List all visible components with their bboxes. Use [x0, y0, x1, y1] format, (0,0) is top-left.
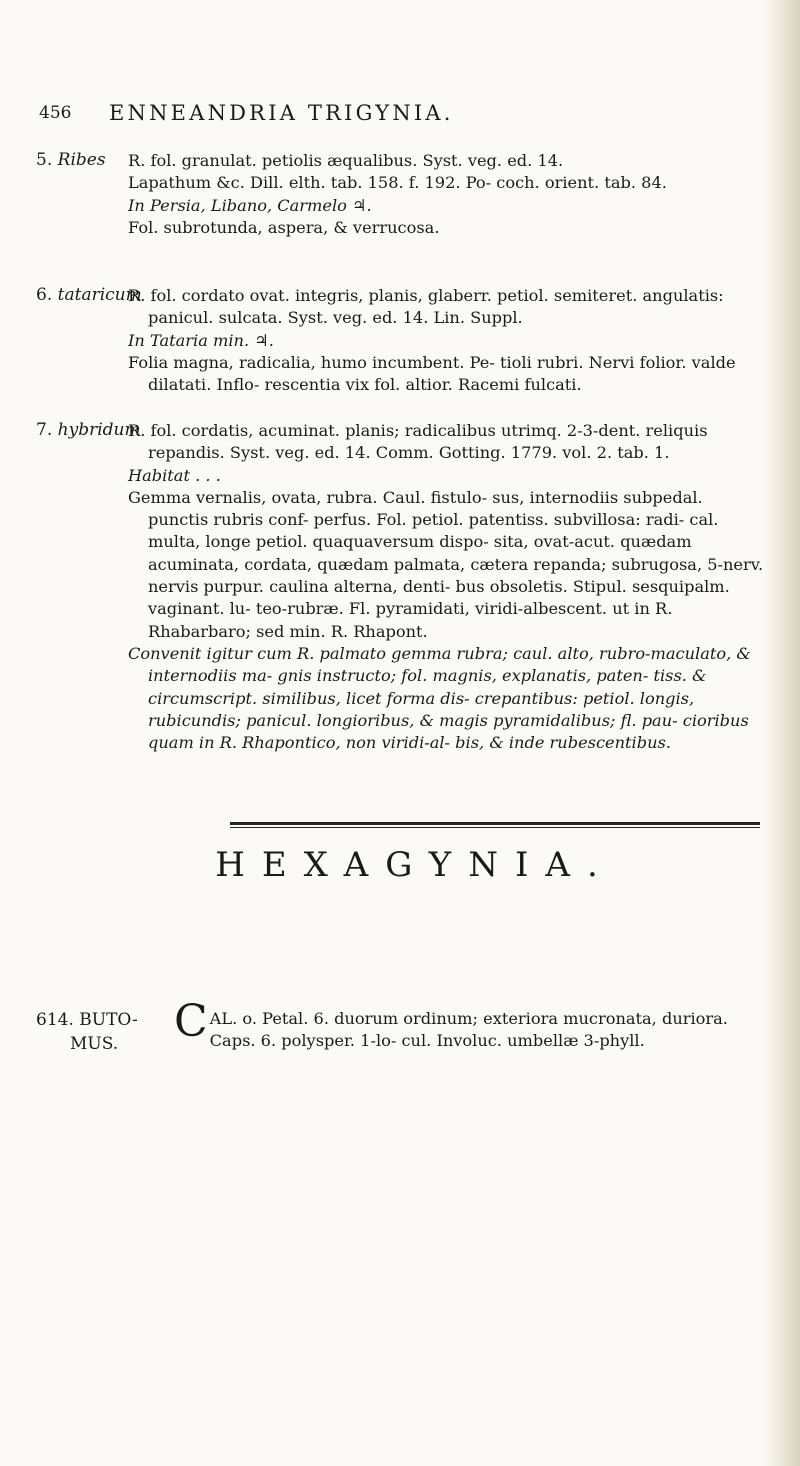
entry-label	[36, 150, 106, 170]
page-header	[39, 101, 760, 135]
entry-line: Habitat . . .	[128, 465, 221, 485]
entry-label	[36, 420, 141, 440]
entry-line: R. fol. cordatis, acuminat. planis; radicalibus utrimq. 2-3-dent. reliquis repandis. Syst. veg. ed. 14. Comm. Gotting. 1779. vol. 2. tab. 1.	[128, 421, 708, 463]
entry-line: In Persia, Libano, Carmelo ♃.	[128, 195, 372, 215]
entry-line: Fol. subrotunda, aspera, & verrucosa.	[128, 217, 440, 237]
entry-number: 6.	[36, 285, 53, 305]
entry-label	[36, 1008, 138, 1056]
entry-line: Folia magna, radicalia, humo incumbent. Pe- tioli rubri. Nervi folior. valde dilatati. Inflo- rescentia vix fol. altior. Racemi fulcati.	[128, 352, 736, 395]
entry-number: 7.	[36, 420, 53, 440]
entry-body	[174, 996, 768, 1053]
section-divider	[230, 822, 760, 828]
entry-name: tataricum	[57, 285, 142, 305]
entry-line: AL. o. Petal. 6. duorum ordinum; exteriora mucronata, duriora. Caps. 6. polysper. 1-lo- cul. Involuc. umbellæ 3-phyll.	[209, 1009, 728, 1051]
entry-line: R. fol. cordato ovat. integris, planis, glaberr. petiol. semiteret. angulatis: panicul. sulcata. Syst. veg. ed. 14. Lin. Suppl.	[128, 286, 724, 328]
divider-thick-line	[230, 822, 760, 825]
page-number: 456	[39, 103, 72, 123]
entry-body	[128, 285, 768, 396]
entry-number: 5.	[36, 150, 53, 170]
divider-thin-line	[230, 827, 760, 828]
entry-name: Ribes	[57, 150, 106, 170]
entry-label	[36, 285, 142, 305]
page-edge-shadow	[764, 0, 800, 1466]
entry-line: R. fol. granulat. petiolis æqualibus. Syst. veg. ed. 14.	[128, 151, 564, 170]
entry-body	[128, 420, 768, 754]
entry-name: hybridum	[57, 420, 141, 440]
entry-line: Lapathum &c. Dill. elth. tab. 158. f. 192. Po- coch. orient. tab. 84.	[128, 173, 667, 193]
entry-name: BUTO-	[79, 1010, 138, 1030]
entry-body	[128, 150, 768, 239]
drop-cap: C	[174, 996, 208, 1047]
entry-number: 614.	[36, 1010, 74, 1030]
entry-line: Gemma vernalis, ovata, rubra. Caul. fistulo- sus, internodiis subpedal. punctis rubris conf- perfus. Fol. petiol. patentiss. subvillosa: radi- cal. multa, longe petiol. quaquaversum dispo- sita, ovat-acut. quædam acuminata, cordata, quædam palmata, cætera repanda; subrugosa, 5-nerv. nervis purpur. caulina alterna, denti- bus obsoletis. Stipul. sesquipalm. vaginant. lu- teo-rubræ. Fl. pyramidati, viridi-albescent. ut in R. Rhabarbaro; sed min. R. Rhapont.	[128, 487, 764, 641]
running-title: ENNEANDRIA TRIGYNIA.	[109, 101, 454, 125]
entry-line: Convenit igitur cum R. palmato gemma rubra; caul. alto, rubro-maculato, & internodiis ma- gnis instructo; fol. magnis, explanatis, paten- tiss. & circumscript. similibus, licet forma dis- crepantibus: petiol. longis, rubicundis; panicul. longioribus, & magis pyramidalibus; fl. pau- cioribus quam in R. Rhapontico, non viridi-al- bis, & inde rubescentibus.	[128, 643, 751, 753]
entry-name-continued: MUS.	[70, 1034, 119, 1054]
entry-line: In Tataria min. ♃.	[128, 330, 274, 350]
section-title: HEXAGYNIA.	[215, 845, 615, 885]
